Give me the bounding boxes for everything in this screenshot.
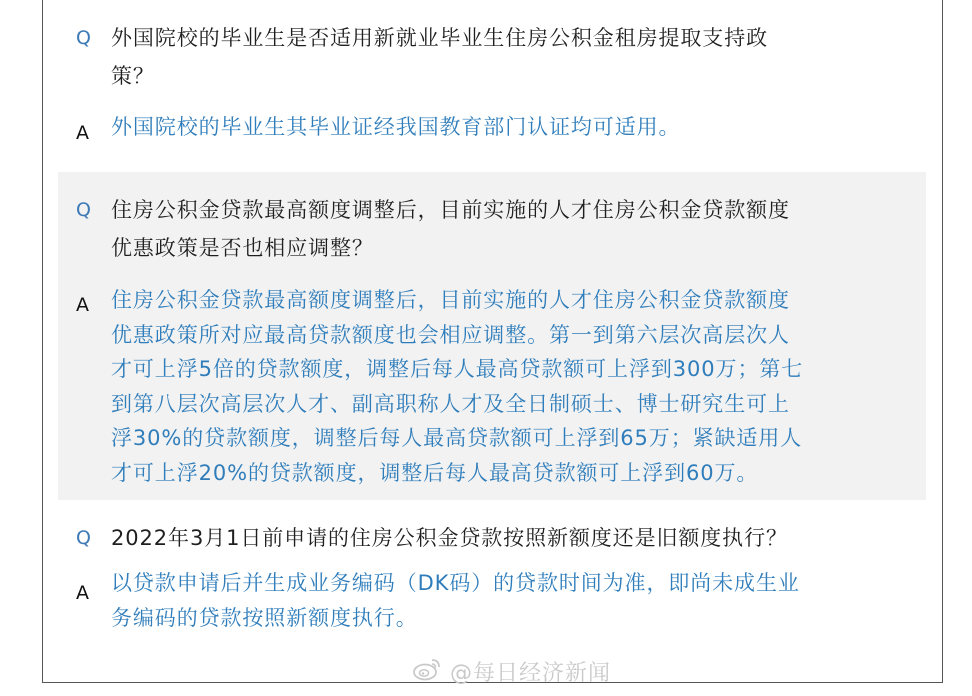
question-1-line-2: 策？ — [111, 64, 155, 88]
weibo-logo-icon — [412, 657, 442, 685]
qa-item-2 — [58, 172, 926, 500]
answer-1-line-1: 外国院校的毕业生其毕业证经我国教育部门认证均可适用。 — [111, 115, 681, 139]
answer-2-line-2: 优惠政策所对应最高贷款额度也会相应调整。第一到第六层次高层次人 — [111, 322, 790, 347]
answer-text-2 — [111, 283, 803, 490]
question-3-line-1: 2022年3月1日前申请的住房公积金贷款按照新额度还是旧额度执行？ — [111, 526, 788, 550]
question-text-1 — [111, 19, 768, 95]
question-2-line-1: 住房公积金贷款最高额度调整后，目前实施的人才住房公积金贷款额度 — [111, 198, 790, 222]
answer-2-line-4: 到第八层次高层次人才、副高职称人才及全日制硕士、博士研究生可上 — [111, 391, 790, 416]
answer-mark-3: A — [76, 582, 89, 604]
question-mark-1: Q — [76, 27, 91, 49]
question-1-line-1: 外国院校的毕业生是否适用新就业毕业生住房公积金租房提取支持政 — [111, 26, 768, 50]
question-mark-2: Q — [76, 199, 91, 221]
qa-item-1 — [58, 0, 926, 172]
answer-text-3 — [111, 566, 800, 635]
question-mark-3: Q — [76, 527, 91, 549]
question-text-2 — [111, 191, 790, 267]
answer-text-1 — [111, 110, 680, 145]
answer-2-line-1: 住房公积金贷款最高额度调整后，目前实施的人才住房公积金贷款额度 — [111, 288, 790, 312]
answer-3-line-2: 务编码的贷款按照新额度执行。 — [111, 605, 418, 630]
watermark — [412, 655, 611, 687]
answer-2-line-3: 才可上浮5倍的贷款额度，调整后每人最高贷款额可上浮到300万；第七 — [111, 357, 804, 381]
answer-2-line-5: 浮30%的贷款额度，调整后每人最高贷款额可上浮到65万；紧缺适用人 — [111, 426, 803, 450]
question-2-line-2: 优惠政策是否也相应调整？ — [111, 236, 374, 260]
answer-mark-2: A — [76, 294, 89, 316]
answer-mark-1: A — [76, 122, 89, 144]
qa-item-3 — [58, 500, 926, 650]
answer-3-line-1: 以贷款申请后并生成业务编码（DK码）的贷款时间为准，即尚未成生业 — [111, 571, 800, 595]
answer-2-line-6: 才可上浮20%的贷款额度，调整后每人最高贷款额可上浮到60万。 — [111, 460, 759, 485]
watermark-text: @每日经济新闻 — [450, 660, 612, 686]
question-text-3 — [111, 519, 788, 557]
